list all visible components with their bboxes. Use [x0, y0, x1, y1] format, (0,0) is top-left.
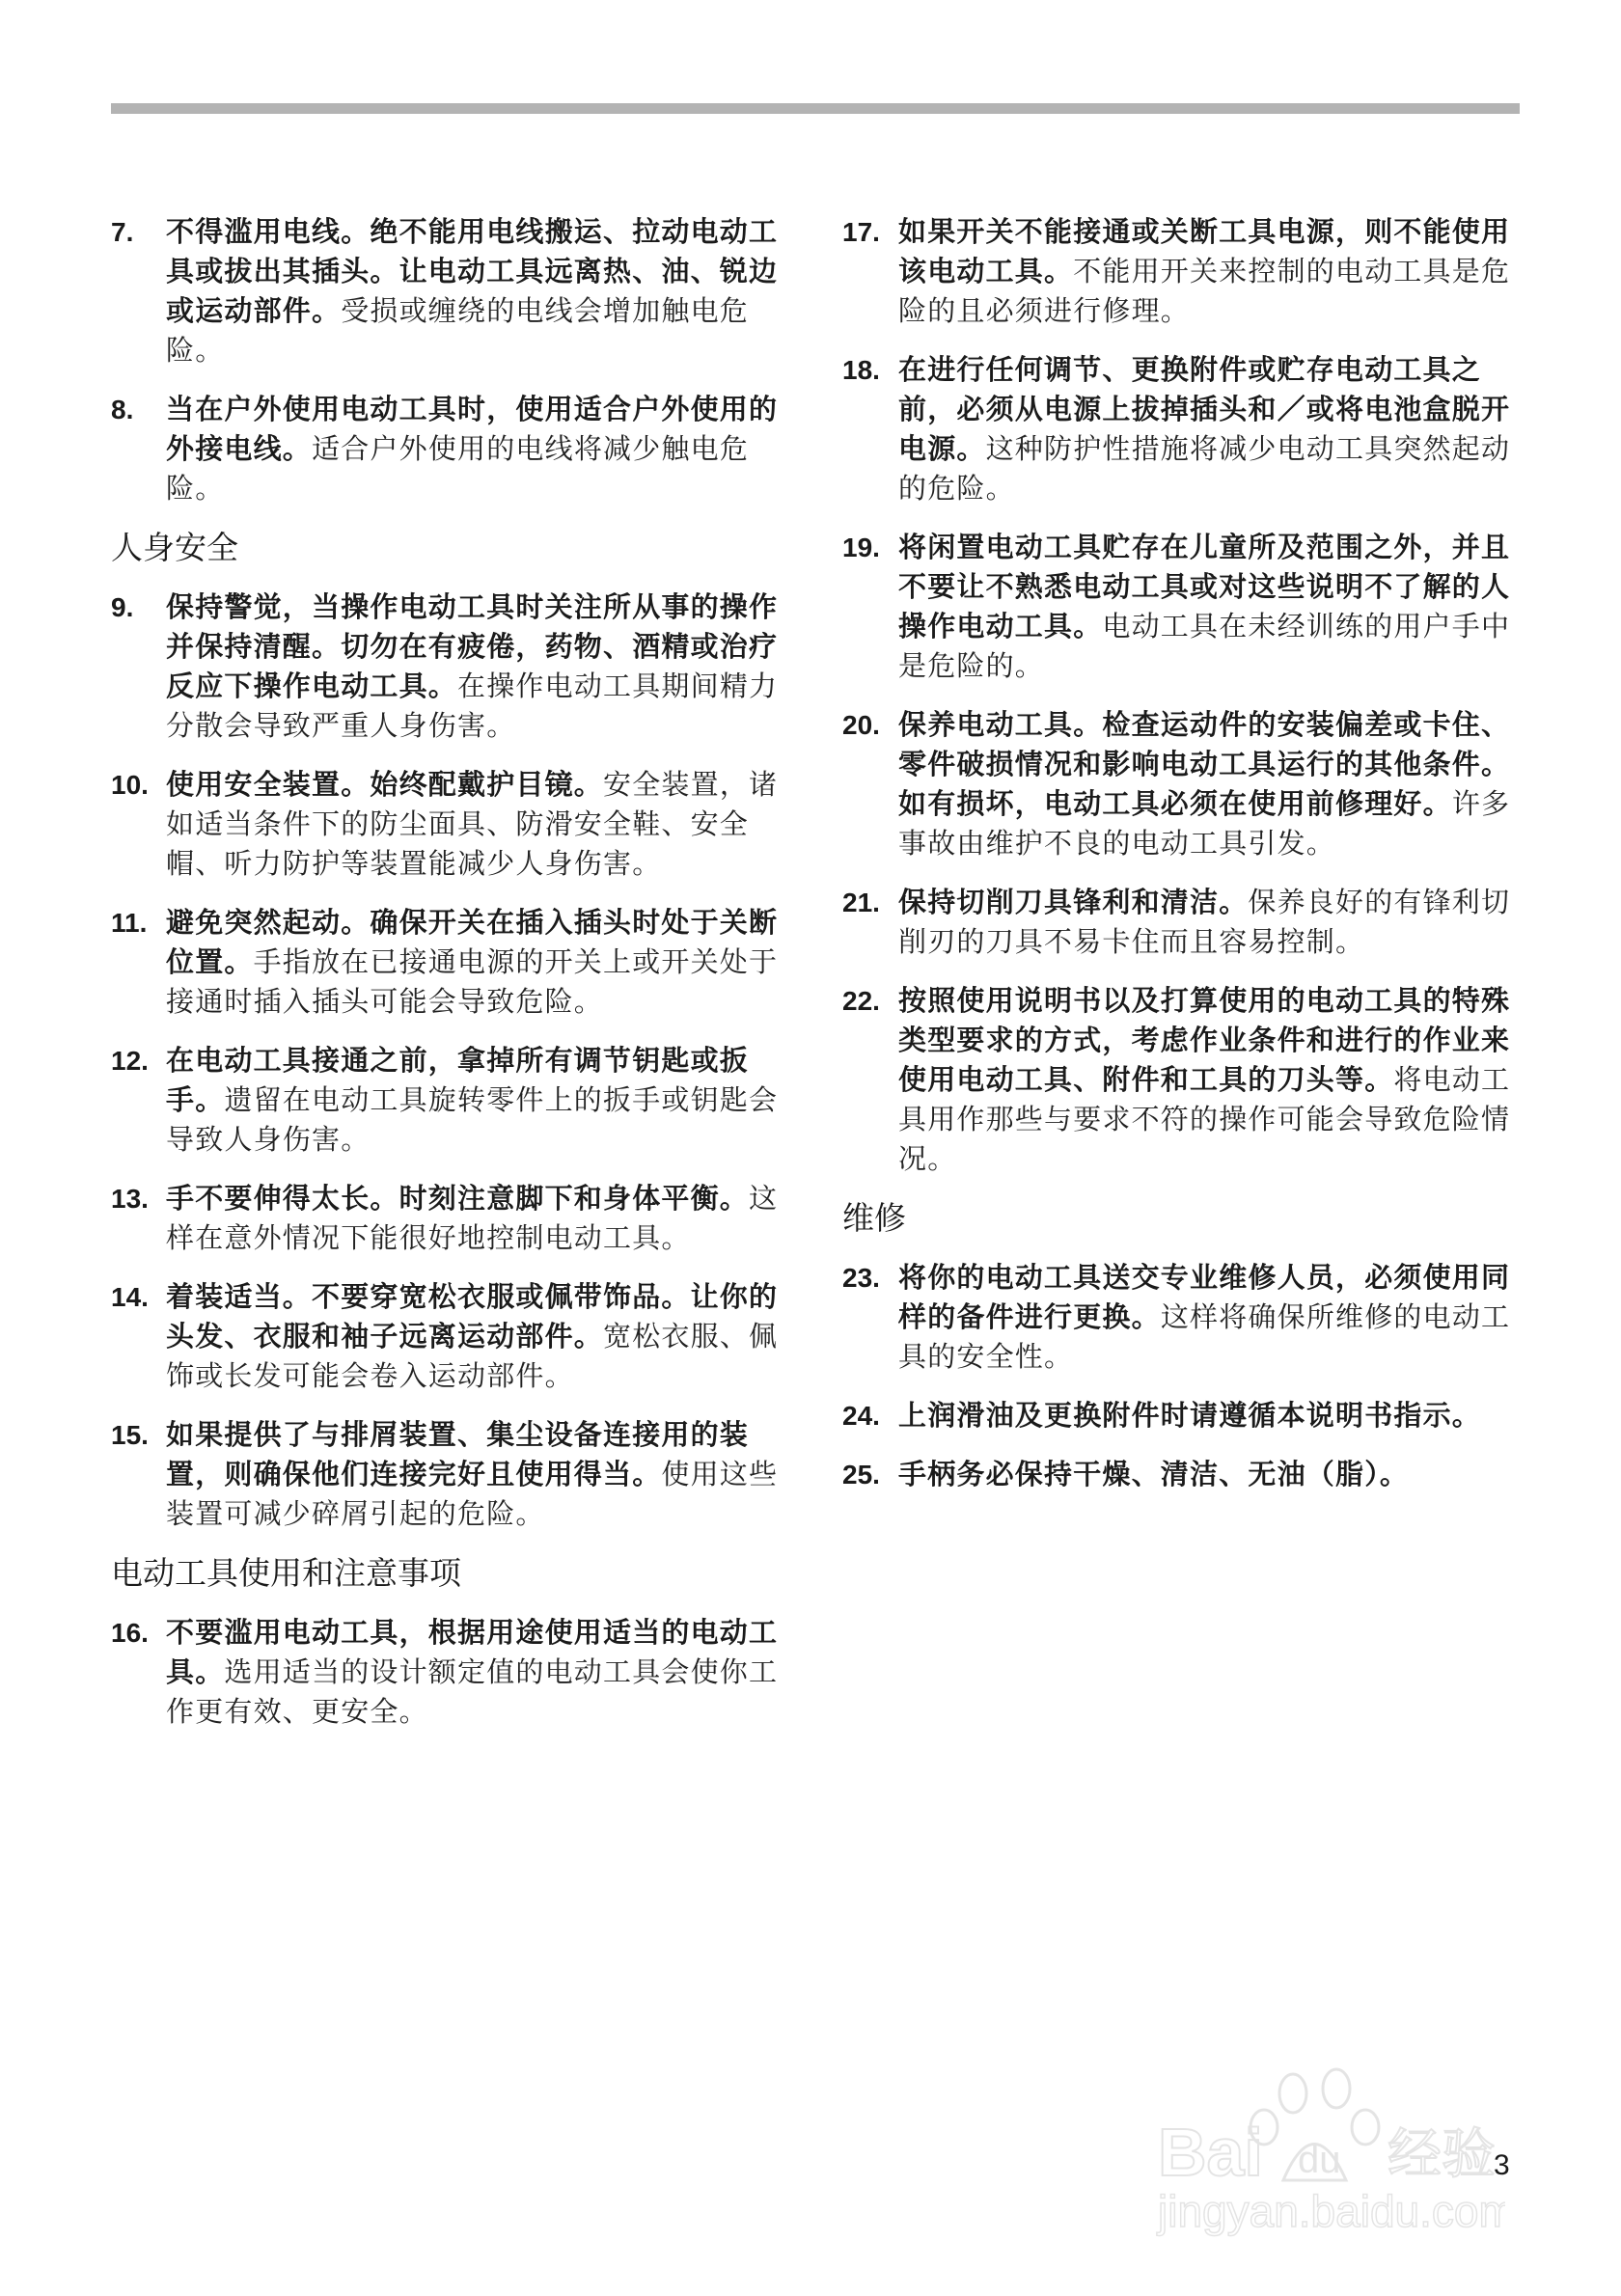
item-number: 21.	[842, 888, 880, 917]
list-item	[842, 981, 1525, 1179]
item-explanation: 保养良好的有锋利切削刃的刀具不易卡住而且容易控制。	[898, 886, 1511, 958]
item-number: 10.	[111, 770, 149, 800]
item-number: 9.	[111, 592, 134, 622]
list-item	[842, 1396, 1525, 1435]
item-explanation: 宽松衣服、佩饰或长发可能会卷入运动部件。	[166, 1320, 779, 1392]
item-explanation: 安全装置，诸如适当条件下的防尘面具、防滑安全鞋、安全帽、听力防护等装置能减少人身伤害。	[166, 768, 779, 880]
svg-text:jingyan.baidu.com: jingyan.baidu.com	[1158, 2186, 1505, 2236]
item-explanation: 受损或缠绕的电线会增加触电危险。	[166, 294, 750, 367]
list-item	[111, 588, 793, 746]
item-explanation: 许多事故由维护不良的电动工具引发。	[898, 787, 1511, 860]
item-number: 18.	[842, 355, 880, 385]
item-instruction: 避免突然起动。确保开关在插入插头时处于关断位置。	[166, 906, 779, 978]
item-instruction: 手不要伸得太长。时刻注意脚下和身体平衡。	[166, 1182, 750, 1215]
list-item	[842, 883, 1525, 962]
item-instruction: 不得滥用电线。绝不能用电线搬运、拉动电动工具或拔出其插头。让电动工具远离热、油、锐边或运动部件。	[166, 215, 779, 327]
item-number: 20.	[842, 710, 880, 740]
item-explanation: 遗留在电动工具旋转零件上的扳手或钥匙会导致人身伤害。	[166, 1083, 779, 1156]
page-number: 3	[1494, 2149, 1510, 2181]
item-instruction: 着装适当。不要穿宽松衣服或佩带饰品。让你的头发、衣服和袖子远离运动部件。	[166, 1280, 779, 1353]
item-number: 23.	[842, 1263, 880, 1293]
item-number: 8.	[111, 395, 134, 424]
list-item	[111, 1613, 793, 1732]
item-number: 25.	[842, 1460, 880, 1490]
right-column	[842, 212, 1527, 1514]
item-instruction: 保持警觉，当操作电动工具时关注所从事的操作并保持清醒。切勿在有疲倦，药物、酒精或治疗反应下操作电动工具。	[166, 590, 779, 702]
item-explanation: 在操作电动工具期间精力分散会导致严重人身伤害。	[166, 670, 779, 742]
item-explanation: 使用这些装置可减少碎屑引起的危险。	[166, 1458, 779, 1530]
list-item	[111, 1277, 793, 1396]
item-instruction: 将你的电动工具送交专业维修人员，必须使用同样的备件进行更换。	[898, 1261, 1511, 1333]
svg-text:du: du	[1298, 2139, 1341, 2181]
item-explanation: 手指放在已接通电源的开关上或开关处于接通时插入插头可能会导致危险。	[166, 945, 779, 1018]
item-instruction: 如果提供了与排屑装置、集尘设备连接用的装置，则确保他们连接完好且使用得当。	[166, 1418, 750, 1490]
list-item	[842, 1455, 1525, 1494]
item-number: 16.	[111, 1618, 149, 1648]
item-instruction: 手柄务必保持干燥、清洁、无油（脂）。	[898, 1458, 1410, 1490]
item-explanation: 这样将确保所维修的电动工具的安全性。	[898, 1300, 1511, 1373]
list-item	[842, 705, 1525, 863]
item-instruction: 使用安全装置。始终配戴护目镜。	[166, 768, 604, 801]
item-number: 22.	[842, 986, 880, 1016]
section-heading: 人身安全	[111, 529, 238, 566]
item-explanation: 将电动工具用作那些与要求不符的操作可能会导致危险情况。	[898, 1063, 1511, 1175]
item-number: 12.	[111, 1046, 149, 1076]
item-explanation: 不能用开关来控制的电动工具是危险的且必须进行修理。	[898, 255, 1511, 327]
list-item	[111, 765, 793, 884]
item-instruction: 如果开关不能接通或关断工具电源，则不能使用该电动工具。	[898, 215, 1511, 287]
list-item	[111, 390, 793, 508]
item-explanation: 这样在意外情况下能很好地控制电动工具。	[166, 1182, 779, 1254]
item-explanation: 选用适当的设计额定值的电动工具会使你工作更有效、更安全。	[166, 1655, 779, 1728]
section-heading: 电动工具使用和注意事项	[111, 1554, 461, 1592]
item-number: 7.	[111, 217, 134, 247]
item-number: 17.	[842, 217, 880, 247]
item-instruction: 保持切削刀具锋利和清洁。	[898, 886, 1249, 918]
item-instruction: 在进行任何调节、更换附件或贮存电动工具之前，必须从电源上拔掉插头和／或将电池盒脱开电源。	[898, 353, 1511, 465]
item-instruction: 保养电动工具。检查运动件的安装偏差或卡住、零件破损情况和影响电动工具运行的其他条件。如有损坏，电动工具必须在使用前修理好。	[898, 708, 1511, 820]
list-item	[842, 350, 1525, 508]
left-column	[111, 212, 796, 1751]
list-item	[111, 1179, 793, 1258]
item-instruction: 在电动工具接通之前，拿掉所有调节钥匙或扳手。	[166, 1044, 750, 1116]
item-instruction: 按照使用说明书以及打算使用的电动工具的特殊类型要求的方式，考虑作业条件和进行的作业来使用电动工具、附件和工具的刀头等。	[898, 984, 1511, 1096]
item-number: 14.	[111, 1282, 149, 1312]
header-rule	[111, 103, 1520, 114]
item-instruction: 上润滑油及更换附件时请遵循本说明书指示。	[898, 1399, 1482, 1432]
item-number: 24.	[842, 1401, 880, 1431]
item-instruction: 将闲置电动工具贮存在儿童所及范围之外，并且不要让不熟悉电动工具或对这些说明不了解的人操作电动工具。	[898, 531, 1511, 642]
list-item	[111, 212, 793, 370]
item-instruction: 当在户外使用电动工具时，使用适合户外使用的外接电线。	[166, 393, 779, 465]
baidu-watermark-logo	[1148, 2055, 1505, 2242]
list-item	[842, 1258, 1525, 1377]
item-number: 15.	[111, 1420, 149, 1450]
list-item	[111, 1415, 793, 1534]
item-number: 13.	[111, 1184, 149, 1214]
svg-text:Bai: Bai	[1158, 2115, 1263, 2190]
list-item	[111, 903, 793, 1022]
list-item	[842, 212, 1525, 331]
item-explanation: 电动工具在未经训练的用户手中是危险的。	[898, 610, 1511, 682]
svg-text:经验: 经验	[1387, 2123, 1496, 2186]
section-heading: 维修	[842, 1199, 906, 1237]
item-explanation: 适合户外使用的电线将减少触电危险。	[166, 432, 750, 505]
list-item	[111, 1041, 793, 1160]
item-explanation: 这种防护性措施将减少电动工具突然起动的危险。	[898, 432, 1511, 505]
item-number: 11.	[111, 908, 148, 938]
item-number: 19.	[842, 533, 880, 562]
list-item	[842, 528, 1525, 686]
item-instruction: 不要滥用电动工具，根据用途使用适当的电动工具。	[166, 1616, 779, 1688]
